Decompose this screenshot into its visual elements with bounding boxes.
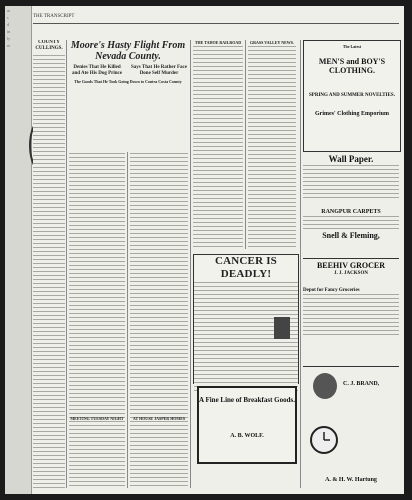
clothing-top: The Latest bbox=[342, 44, 362, 49]
valley-heading: GRASS VALLEY NEWS. bbox=[249, 40, 295, 45]
snell-title: Snell & Fleming, bbox=[322, 231, 380, 240]
breakfast-owner: A. B. WOLF. bbox=[230, 433, 264, 439]
carpets-ad bbox=[303, 209, 399, 255]
wagon-illustration bbox=[313, 373, 337, 399]
clothing-shop: Grimes' Clothing Emporium bbox=[314, 111, 389, 117]
masthead bbox=[33, 14, 183, 19]
lead-headline: Moore's Hasty Flight From Nevada County. bbox=[70, 40, 186, 62]
breakfast-title: A Fine Line of Breakfast Goods. bbox=[199, 396, 295, 404]
column-rule bbox=[66, 40, 67, 488]
grocery-title: BEEHIV GROCER bbox=[316, 261, 386, 270]
wall-paper-title: Wall Paper. bbox=[328, 154, 374, 164]
lead-subhead-left: Denies That He Killed and Ate His Dog Prince bbox=[72, 65, 122, 76]
lead-deck: The Goods That He Took Going Down to Contra Costa County bbox=[74, 79, 182, 84]
lead-story bbox=[69, 40, 187, 150]
depot-label: Depot for Fancy Groceries bbox=[303, 288, 360, 293]
lead-subhead-right: Says That He Rather Face Done Self Murder bbox=[131, 65, 187, 76]
cancer-headline: CANCER IS DEADLY! bbox=[214, 255, 277, 280]
grocery-owner: J. J. JACKSON bbox=[334, 271, 368, 276]
column-rule bbox=[300, 40, 301, 488]
wall-paper-ad bbox=[303, 154, 399, 208]
lead-body-right bbox=[130, 152, 188, 488]
masthead-rule bbox=[33, 23, 399, 24]
hartung-ad bbox=[303, 366, 399, 487]
clothing-season: SPRING AND SUMMER NOVELTIES. bbox=[309, 93, 395, 98]
column-rule bbox=[127, 152, 128, 488]
lead-body-left bbox=[69, 152, 125, 488]
newspaper-page bbox=[5, 6, 404, 494]
tahoe-heading: THE TAHOE RAILROAD bbox=[194, 40, 242, 45]
carpets-title: RANGPUR CARPETS bbox=[321, 209, 381, 215]
office-heading-box bbox=[130, 416, 188, 432]
column-grass-valley bbox=[248, 40, 296, 249]
cancer-ad bbox=[193, 254, 299, 384]
adjacent-page-edge: ar s d in ly re bbox=[5, 6, 32, 494]
meeting-heading: MEETING TUESDAY NIGHT bbox=[70, 416, 124, 421]
portrait-image bbox=[274, 317, 290, 339]
grocery-ad bbox=[303, 258, 399, 363]
clothing-brand: MEN'S and BOY'S CLOTHING. bbox=[318, 57, 386, 75]
breakfast-ad bbox=[197, 386, 297, 464]
column-tahoe-railroad bbox=[193, 40, 243, 249]
clothing-ad bbox=[303, 40, 401, 152]
hartung-name: A. & H. W. Hartung bbox=[325, 477, 377, 483]
column-rule bbox=[245, 40, 246, 249]
column-county-cullings bbox=[33, 40, 65, 488]
clock-icon bbox=[309, 425, 339, 455]
office-heading: AT HOUSE JASPER HOMES bbox=[132, 416, 186, 421]
meeting-heading-box bbox=[69, 416, 125, 432]
column-heading: COUNTY CULLINGS. bbox=[35, 40, 63, 51]
paper-name: THE TRANSCRIPT bbox=[33, 14, 75, 19]
brand-name: C. J. BRAND, bbox=[343, 381, 380, 387]
column-rule bbox=[190, 40, 191, 488]
